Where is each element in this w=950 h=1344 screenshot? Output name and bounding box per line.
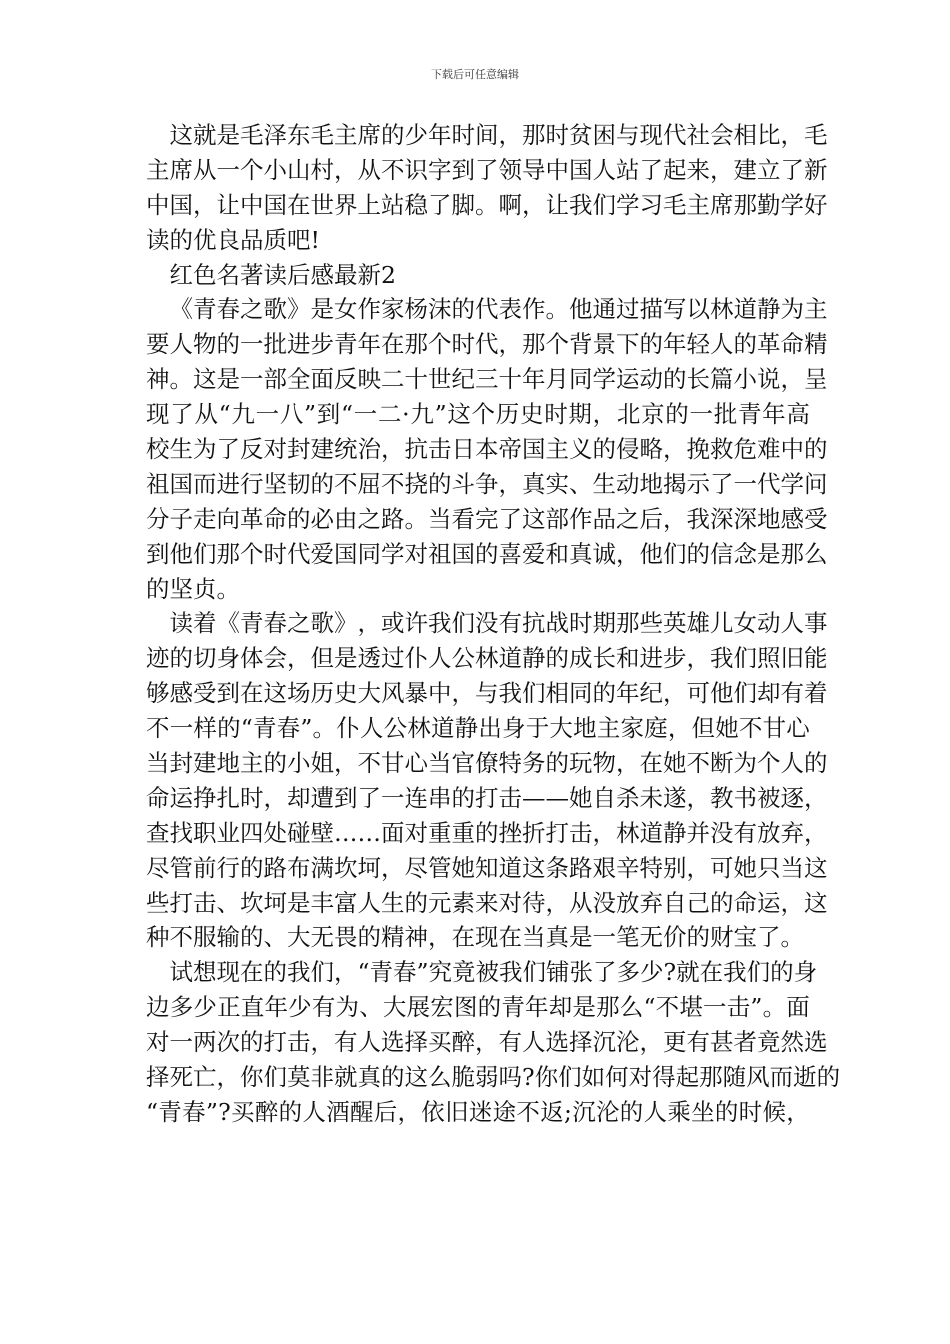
- text-line: 主 席 从 一 个 小 山 村 ， 从 不 识 字 到 了 领 导 中 国 人 站 了 起 来 ， 建 立 了 新: [146, 155, 828, 184]
- text-line: 中 国 ， 让 中 国 在 世 界 上 站 稳 了 脚 。 啊 ， 让 我 们 学 习 毛 主 席 那 勤 学 好: [146, 190, 828, 219]
- text-line: 现 了 从 “ 九 一 八 ” 到 “ 一 二 · 九 ” 这 个 历 史 时 期 ， 北 京 的 一 批 青 年 高: [146, 400, 810, 429]
- text-line: 要 人 物 的 一 批 进 步 青 年 在 那 个 时 代 ， 那 个 背 景 下 的 年 轻 人 的 革 命 精: [146, 330, 828, 359]
- text-line: 祖 国 而 进 行 坚 韧 的 不 屈 不 挠 的 斗 争 ， 真 实 、 生 动 地 揭 示 了 一 代 学 问: [146, 469, 828, 498]
- text-line: 红色名著读后感最新2: [146, 260, 396, 289]
- text-line: 神 。 这 是 一 部 全 面 反 映 二 十 世 纪 三 十 年 月 同 学 运 动 的 长 篇 小 说 ， 呈: [146, 365, 828, 394]
- text-line: 读的优良品质吧!: [146, 225, 320, 254]
- text-line: 读 着 《 青 春 之 歌 》 ， 或 许 我 们 没 有 抗 战 时 期 那 些 英 雄 儿 女 动 人 事: [169, 609, 828, 638]
- text-line: 《 青 春 之 歌 》 是 女 作 家 杨 沫 的 代 表 作 。 他 通 过 描 写 以 林 道 静 为 主: [169, 295, 828, 324]
- text-line: 试 想 现 在 的 我 们 ， “ 青 春 ” 究 竟 被 我 们 铺 张 了 多 少 ? 就 在 我 们 的 身: [169, 958, 818, 987]
- text-line: 择 死 亡 ， 你 们 莫 非 就 真 的 这 么 脆 弱 吗 ? 你 们 如 何 对 得 起 那 随 风 而 逝 的: [146, 1063, 841, 1092]
- text-line: 的坚贞。: [146, 574, 240, 603]
- text-line: 尽 管 前 行 的 路 布 满 坎 坷 ， 尽 管 她 知 道 这 条 路 艰 辛 特 别 ， 可 她 只 当 这: [146, 853, 828, 882]
- text-line: 校 生 为 了 反 对 封 建 统 治 ， 抗 击 日 本 帝 国 主 义 的 侵 略 ， 挽 救 危 难 中 的: [146, 435, 828, 464]
- text-line: “ 青 春 ” ? 买 醉 的 人 酒 醒 后 ， 依 旧 迷 途 不 返 ; 沉 沦 的 人 乘 坐 的 时 候 ，: [146, 1097, 810, 1126]
- text-line: 到 他 们 那 个 时 代 爱 国 同 学 对 祖 国 的 喜 爱 和 真 诚 ， 他 们 的 信 念 是 那 么: [146, 539, 828, 568]
- text-line: 些 打 击 、 坎 坷 是 丰 富 人 生 的 元 素 来 对 待 ， 从 没 放 弃 自 己 的 命 运 ， 这: [146, 888, 828, 917]
- text-line: 命 运 挣 扎 时 ， 却 遭 到 了 一 连 串 的 打 击 — — 她 自 杀 未 遂 ， 教 书 被 逐 ，: [146, 783, 828, 812]
- document-body: [146, 118, 841, 1130]
- text-line: 分 子 走 向 革 命 的 必 由 之 路 。 当 看 完 了 这 部 作 品 之 后 ， 我 深 深 地 感 受: [146, 504, 828, 533]
- text-line: 迹 的 切 身 体 会 ， 但 是 透 过 仆 人 公 林 道 静 的 成 长 和 进 步 ， 我 们 照 旧 能: [146, 644, 828, 673]
- text-line: 边 多 少 正 直 年 少 有 为 、 大 展 宏 图 的 青 年 却 是 那 么 “ 不 堪 一 击 ” 。 面: [146, 993, 810, 1022]
- text-line: 对 一 两 次 的 打 击 ， 有 人 选 择 买 醉 ， 有 人 选 择 沉 沦 ， 更 有 甚 者 竟 然 选: [146, 1028, 828, 1057]
- text-line: 当 封 建 地 主 的 小 姐 ， 不 甘 心 当 官 僚 特 务 的 玩 物 ， 在 她 不 断 为 个 人 的: [146, 749, 828, 778]
- page-header: 下载后可任意编辑: [431, 68, 519, 81]
- text-line: 种不服输的、大无畏的精神，在现在当真是一笔无价的财宝了。: [146, 923, 804, 952]
- text-line: 查 找 职 业 四 处 碰 壁 … … 面 对 重 重 的 挫 折 打 击 ， 林 道 静 并 没 有 放 弃 ，: [146, 818, 828, 847]
- text-line: 不 一 样 的 “ 青 春 ” 。 仆 人 公 林 道 静 出 身 于 大 地 主 家 庭 ， 但 她 不 甘 心: [146, 714, 810, 743]
- text-line: 这 就 是 毛 泽 东 毛 主 席 的 少 年 时 间 ， 那 时 贫 困 与 现 代 社 会 相 比 ， 毛: [169, 121, 828, 149]
- text-line: 够 感 受 到 在 这 场 历 史 大 风 暴 中 ， 与 我 们 相 同 的 年 纪 ， 可 他 们 却 有 着: [146, 679, 828, 708]
